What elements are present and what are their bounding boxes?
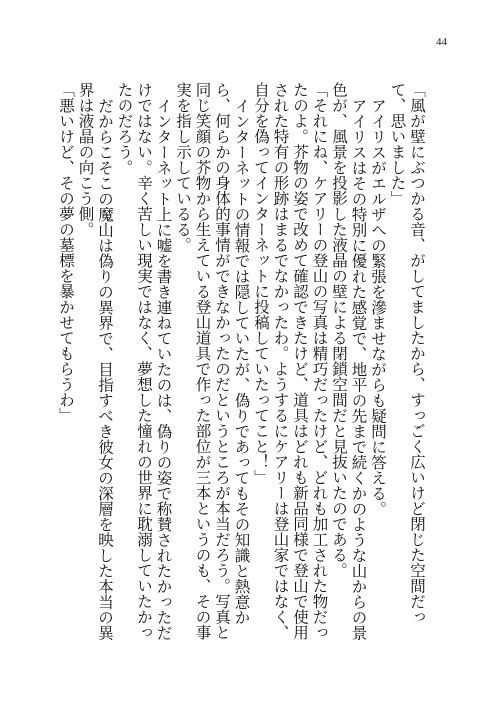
paragraph: 「それにね、ケアリーの登山の写真は精巧だったけど、どれも加工された物だったのよ。芥物の姿で改めて確認できたけど、道具はどれも新品同様で登山で使用された特有の形跡はまるでなかったわ。ようするにケアリーは登山家ではなく、自分を偽ってインターネットに投稿していたってこと！」 (252, 82, 329, 640)
paragraph: インターネット上に嘘を書き連ねていたのは、偽りの姿で称賛されたかっただけではない。辛く苦しい現実ではなく、夢想した憧れの世界に耽溺していたかったのだろう。 (115, 82, 173, 640)
vertical-text-body (57, 82, 426, 642)
paragraph: だからこそこの魔山は偽りの異界で、目指すべき彼女の深層を映した本当の異界は液晶の向こう側。 (76, 82, 114, 640)
paragraph: インターネットの情報では隠していたが、偽りであってもその知識と熱意から、何らかの身体的事情ができなかったのだというところが本当だろう。写真と同じ笑顔の芥物から生えている登山道具で作った部位が三本というのも、その事実を指し示しているる。 (174, 82, 251, 640)
paragraph: 「風が壁にぶつかる音、がしてましたから、すっごく広いけど閉じた空間だって、思いました」 (388, 82, 426, 625)
paragraph: アイリスはその特別に優れた感覚で、地平の先まで続くかのような山からの景色が、風景を投影した液晶の壁による閉鎖空間だと見抜いたのである。 (330, 82, 368, 640)
paragraph: 「悪いけど、その夢の墓標を暴かせてもらうわ」 (57, 82, 75, 423)
paragraph: アイリスがエルザへの緊張を滲ませながらも疑問に答える。 (369, 97, 387, 516)
page-number: 44 (436, 36, 447, 48)
